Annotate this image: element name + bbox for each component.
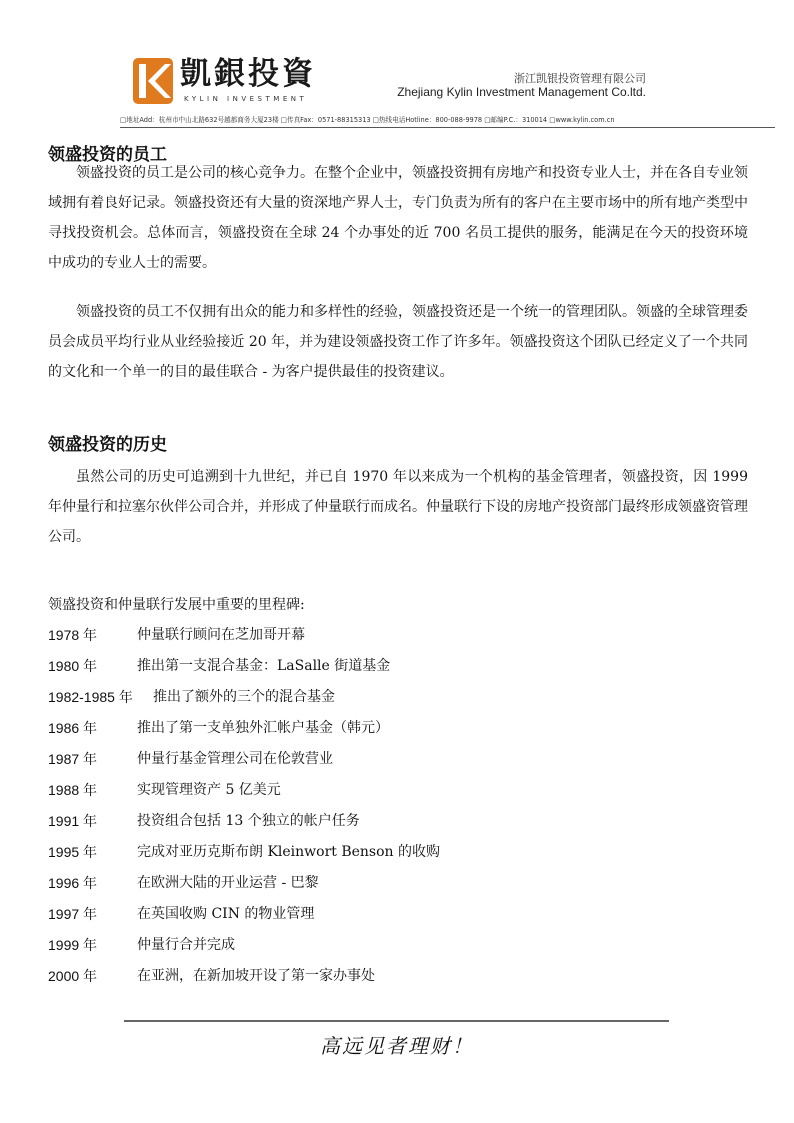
milestone-text: 在亚洲，在新加坡开设了第一家办事处 — [137, 968, 375, 984]
milestone-item — [48, 651, 748, 682]
footer-slogan: 高远见者理财！ — [320, 1034, 474, 1058]
milestone-item — [48, 899, 748, 930]
milestone-text: 投资组合包括 13 个独立的帐户任务 — [137, 813, 360, 829]
milestone-year: 1997 年 — [48, 906, 98, 922]
milestone-item — [48, 713, 748, 744]
header-divider — [120, 127, 775, 128]
milestone-item — [48, 961, 748, 992]
brand-name-en: KYLIN INVESTMENT — [184, 95, 308, 103]
milestone-year: 1986 年 — [48, 720, 98, 736]
section-title-history: 领盛投资的历史 — [48, 435, 167, 455]
milestone-item — [48, 806, 748, 837]
milestone-year: 1978 年 — [48, 627, 98, 643]
milestone-item — [48, 837, 748, 868]
milestone-item — [48, 775, 748, 806]
company-name-cn: 浙江凯银投资管理有限公司 — [514, 72, 646, 85]
milestone-text: 在欧洲大陆的开业运营 - 巴黎 — [137, 875, 319, 891]
milestone-text: 完成对亚历克斯布朗 Kleinwort Benson 的收购 — [137, 844, 441, 860]
contact-info: □地址Add：杭州市中山北路632号越都商务大厦23楼 □传真Fax：0571-88315313 □热线电话Hotline：800-088-9978 □邮编P.C.：310014 □www.kylin.com.cn — [120, 116, 615, 124]
milestone-year: 1987 年 — [48, 751, 98, 767]
milestone-text: 在英国收购 CIN 的物业管理 — [137, 906, 315, 922]
kylin-k-logo-icon — [133, 58, 173, 104]
footer-divider — [124, 1020, 669, 1022]
milestone-item — [48, 620, 748, 651]
milestone-year: 1999 年 — [48, 937, 98, 953]
section-title-staff: 领盛投资的员工 — [48, 145, 167, 165]
company-name-en: Zhejiang Kylin Investment Management Co.ltd. — [397, 85, 646, 99]
milestone-item — [48, 930, 748, 961]
milestone-text: 推出第一支混合基金：LaSalle 街道基金 — [137, 658, 391, 674]
brand-name-cn: 凱銀投資 — [180, 56, 316, 92]
milestone-year: 1988 年 — [48, 782, 98, 798]
milestone-item — [48, 744, 748, 775]
milestone-text: 仲量行合并完成 — [137, 937, 235, 953]
milestone-text: 仲量行基金管理公司在伦敦营业 — [137, 751, 333, 767]
milestone-text: 推出了第一支单独外汇帐户基金（韩元） — [137, 720, 389, 736]
milestone-item — [48, 868, 748, 899]
milestone-year: 1980 年 — [48, 658, 98, 674]
milestone-year: 1991 年 — [48, 813, 98, 829]
staff-paragraph-1: 领盛投资的员工是公司的核心竞争力。在整个企业中，领盛投资拥有房地产和投资专业人士，并在各自专业领域拥有着良好记录。领盛投资还有大量的资深地产界人士，专门负责为所有的客户在主要市场中的所有地产类型中寻找投资机会。总体而言，领盛投资在全球 24 个办事处的近 700 名员工提供的服务，能满足在今天的投资环境中成功的专业人士的需要。 — [48, 165, 748, 271]
milestone-text: 仲量联行顾问在芝加哥开幕 — [137, 627, 305, 643]
milestone-item — [48, 682, 748, 713]
page-header — [0, 0, 794, 135]
milestone-year: 1982-1985 年 — [48, 689, 133, 705]
milestone-year: 1996 年 — [48, 875, 98, 891]
milestone-year: 1995 年 — [48, 844, 98, 860]
staff-paragraph-2: 领盛投资的员工不仅拥有出众的能力和多样性的经验，领盛投资还是一个统一的管理团队。领盛的全球管理委员会成员平均行业从业经验接近 20 年，并为建设领盛投资工作了许多年。领盛投资这个团队已经定义了一个共同的文化和一个单一的目的最佳联合 - 为客户提供最佳的投资建议。 — [48, 304, 748, 380]
milestone-year: 2000 年 — [48, 968, 98, 984]
milestone-list — [48, 620, 748, 992]
milestones-intro: 领盛投资和仲量联行发展中重要的里程碑: — [48, 597, 305, 613]
milestone-text: 实现管理资产 5 亿美元 — [137, 782, 281, 798]
history-paragraph: 虽然公司的历史可追溯到十九世纪，并已自 1970 年以来成为一个机构的基金管理者，领盛投资，因 1999 年仲量行和拉塞尔伙伴公司合并，并形成了仲量联行而成名。仲量联行下设的房地产投资部门最终形成领盛资管理公司。 — [48, 469, 748, 545]
milestone-text: 推出了额外的三个的混合基金 — [153, 689, 335, 705]
